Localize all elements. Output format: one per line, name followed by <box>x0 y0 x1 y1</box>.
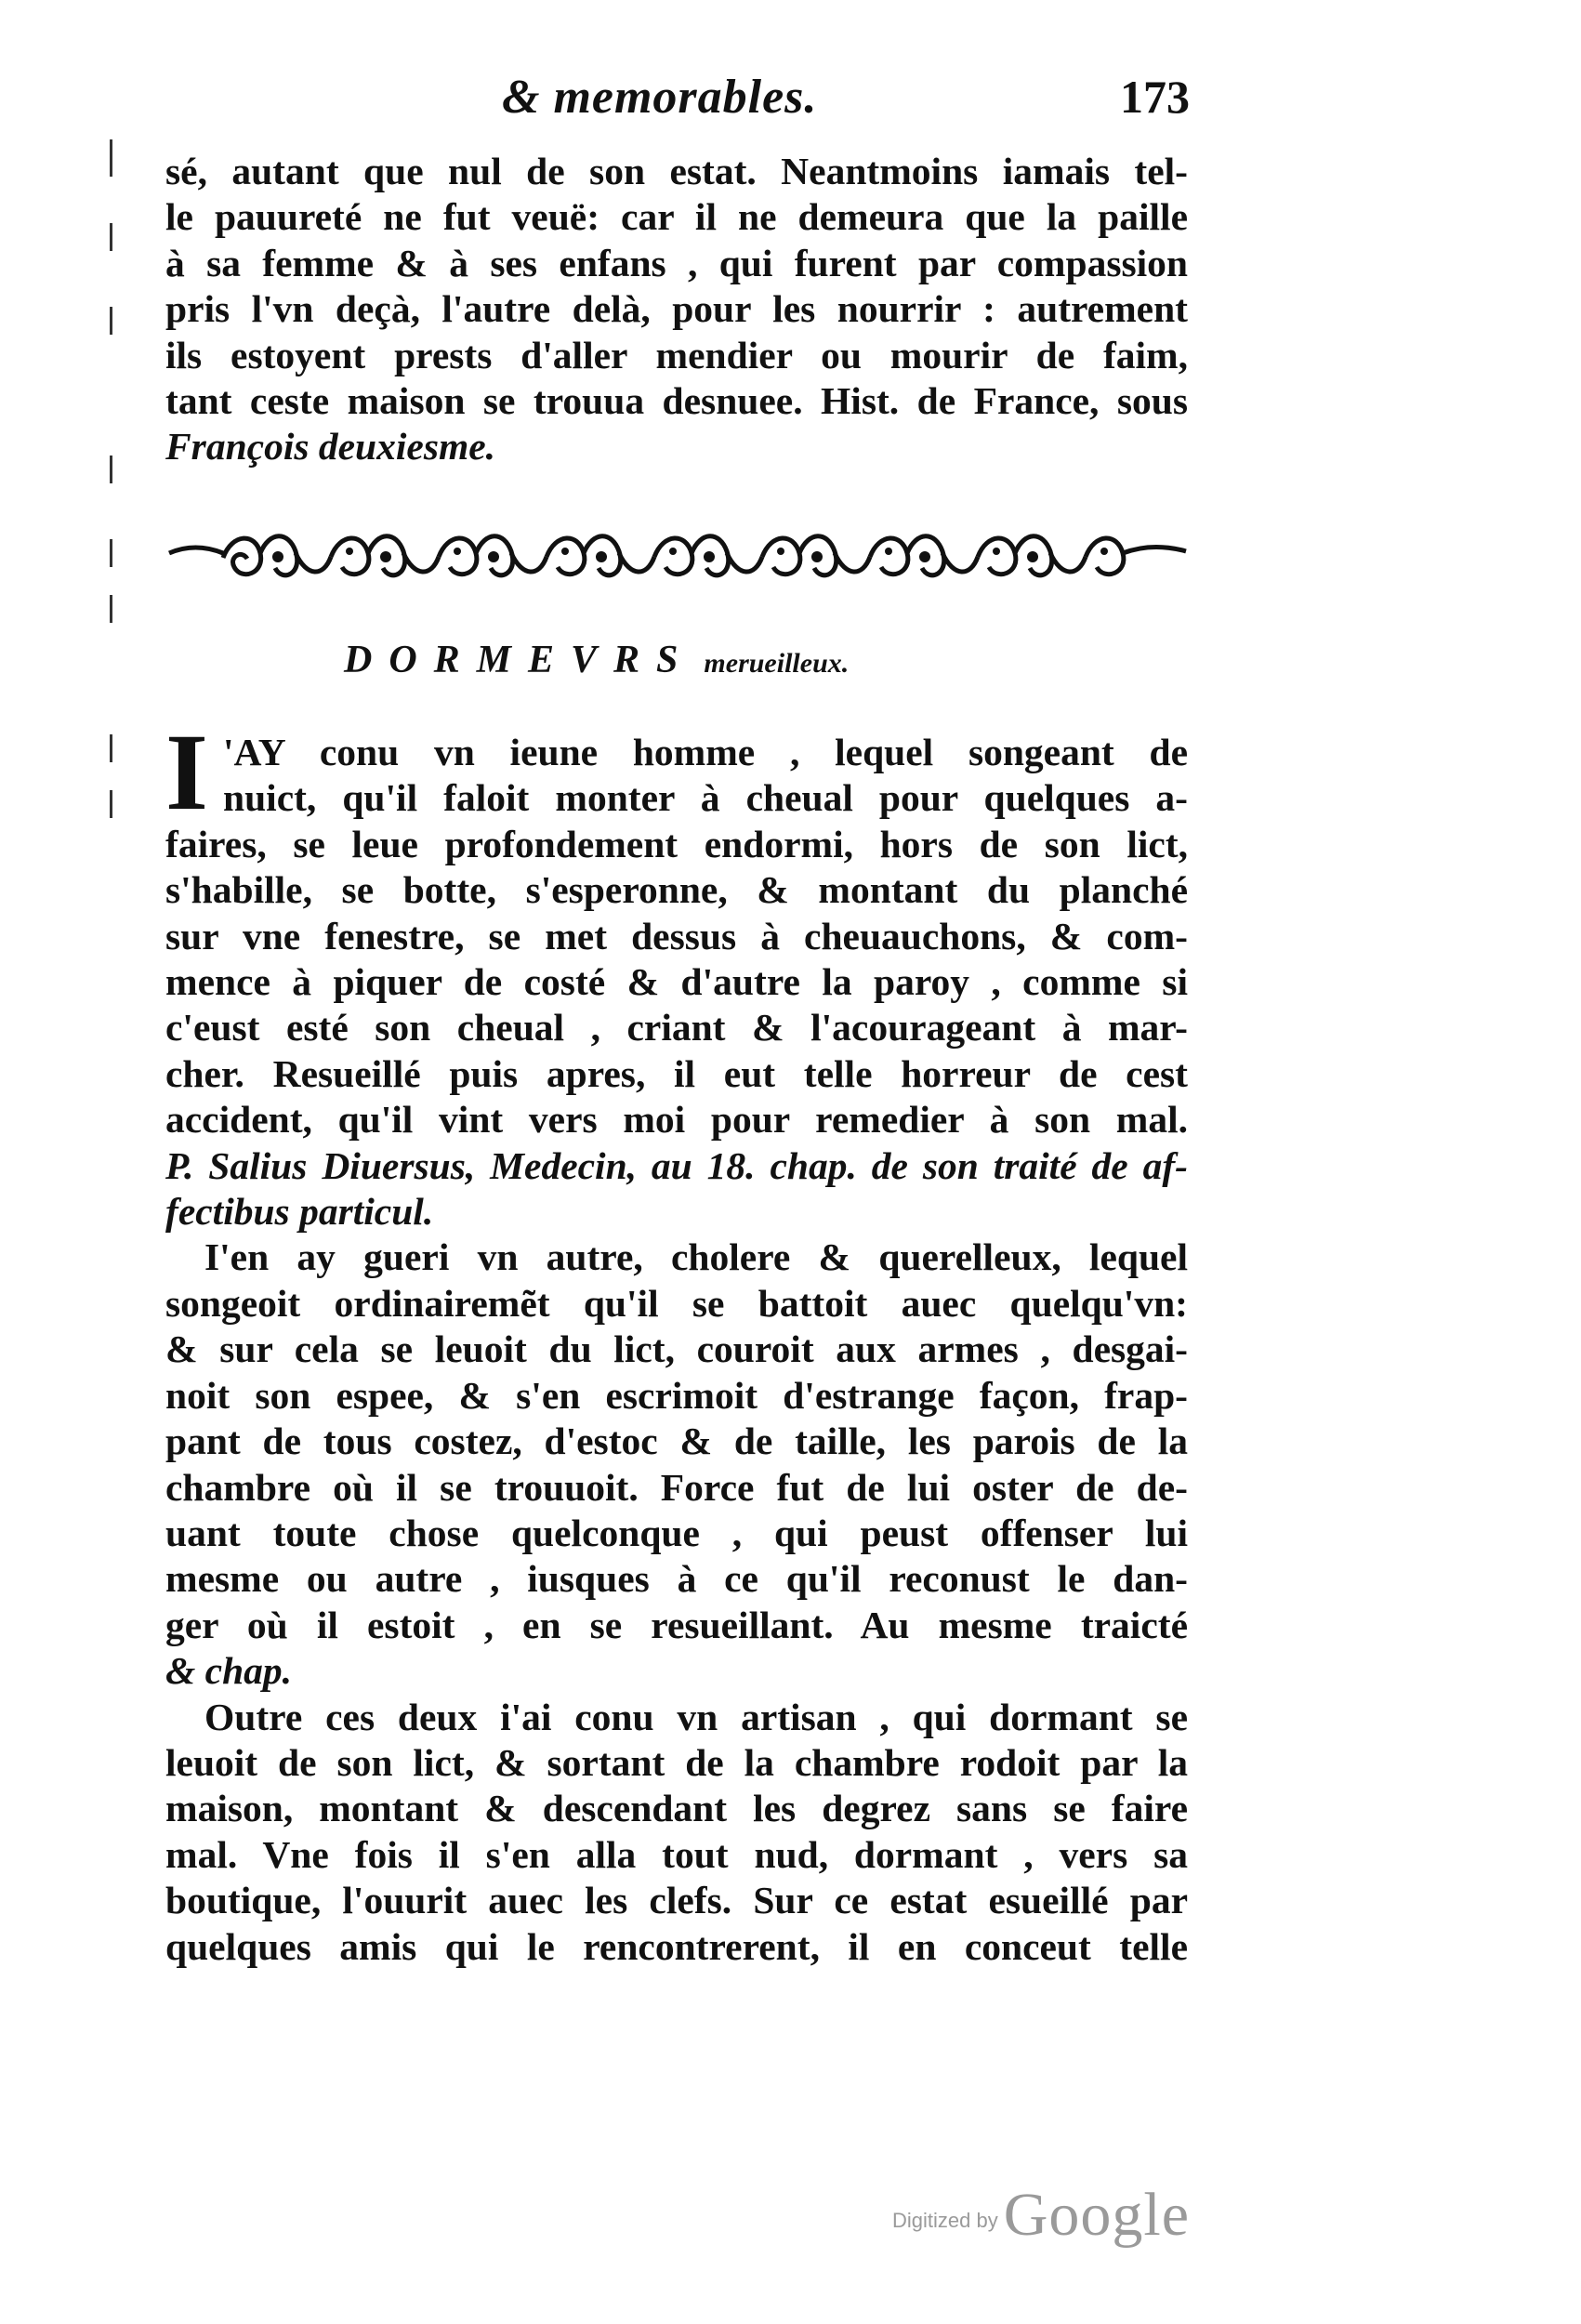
ornament-icon <box>167 525 1190 590</box>
text-line: pris l'vn deçà, l'autre delà, pour les nourrir : autrement <box>165 287 1188 331</box>
scan-margin-mark <box>110 595 112 623</box>
citation-line: & chap. <box>165 1649 293 1693</box>
ornament-band <box>167 525 1190 590</box>
running-head <box>465 70 1190 144</box>
text-line: tant ceste maison se trouua desnuee. Hist. de France, sous <box>165 379 1188 423</box>
text-line: quelques amis qui le rencontrerent, il en conceut telle <box>165 1924 1188 1968</box>
text-line: leuoit de son lict, & sortant de la chambre rodoit par la <box>165 1740 1188 1784</box>
text-line: mesme ou autre , iusques à ce qu'il reconust le dan- <box>165 1557 1188 1601</box>
page-number: 173 <box>1120 71 1190 123</box>
citation-line: fectibus particul. <box>165 1190 434 1234</box>
text-line: Outre ces deux i'ai conu vn artisan , qui dormant se <box>204 1695 1188 1738</box>
text-line: sur vne fenestre, se met dessus à cheuauchons, & com- <box>165 914 1188 957</box>
scan-margin-mark <box>110 790 112 818</box>
section-heading <box>344 638 1050 682</box>
text-line: nuict, qu'il faloit monter à cheual pour quelques a- <box>223 776 1188 820</box>
text-line: mal. Vne fois il s'en alla tout nud, dormant , vers sa <box>165 1832 1188 1876</box>
running-title: & memorables. <box>502 71 818 124</box>
text-line: chambre où il se trouuoit. Force fut de lui oster de de- <box>165 1465 1188 1509</box>
scan-margin-mark <box>110 307 112 335</box>
text-line: noit son espee, & s'en escrimoit d'estrange façon, frap- <box>165 1373 1188 1417</box>
body-text <box>165 730 1188 1970</box>
drop-cap: I <box>165 711 208 833</box>
text-line: c'eust esté son cheual , criant & l'acourageant à mar- <box>165 1006 1188 1050</box>
text-line: pant de tous costez, d'estoc & de taille, les parois de la <box>165 1419 1188 1463</box>
watermark-prefix: Digitized by <box>892 2209 998 2232</box>
continued-paragraph <box>165 149 1188 470</box>
digitized-watermark <box>892 2180 1190 2251</box>
scan-margin-mark <box>110 223 112 251</box>
text-line: uant toute chose quelconque , qui peust offenser lui <box>165 1511 1188 1554</box>
text-line: 'AY conu vn ieune homme , lequel songeant de <box>223 731 1188 773</box>
text-line: faires, se leue profondement endormi, hors de son lict, <box>165 822 1188 865</box>
scan-margin-mark <box>110 539 112 567</box>
heading-subtitle: merueilleux. <box>704 648 850 679</box>
text-line: ger où il estoit , en se resueillant. Au mesme traicté <box>165 1603 1188 1646</box>
heading-title: DORMEVRS <box>344 639 695 681</box>
text-line: maison, montant & descendant les degrez sans se faire <box>165 1787 1188 1830</box>
text-line: accident, qu'il vint vers moi pour remedier à son mal. <box>165 1098 1188 1142</box>
text-line: ils estoyent prests d'aller mendier ou mourir de faim, <box>165 333 1188 376</box>
text-line: & sur cela se leuoit du lict, couroit aux armes , desgai- <box>165 1327 1188 1371</box>
text-line: songeoit ordinairemẽt qu'il se battoit auec quelqu'vn: <box>165 1281 1188 1325</box>
text-line: mence à piquer de costé & d'autre la paroy , comme si <box>165 960 1188 1004</box>
text-line: cher. Resueillé puis apres, il eut telle horreur de cest <box>165 1051 1188 1095</box>
text-line: François deuxiesme. <box>165 425 496 469</box>
text-line: le pauureté ne fut veuë: car il ne demeura que la paille <box>165 195 1188 239</box>
text-line: s'habille, se botte, s'esperonne, & montant du planché <box>165 868 1188 912</box>
citation-line: P. Salius Diuersus, Medecin, au 18. chap. de son traité de af- <box>165 1143 1188 1187</box>
scan-margin-mark <box>110 734 112 762</box>
text-line: sé, autant que nul de son estat. Neantmoins iamais tel- <box>165 150 1188 192</box>
text-line: à sa femme & à ses enfans , qui furent par compassion <box>165 241 1188 284</box>
text-line: boutique, l'ouurit auec les clefs. Sur ce estat esueillé par <box>165 1879 1188 1922</box>
scan-margin-mark <box>110 456 112 483</box>
scan-margin-mark <box>110 139 112 177</box>
text-line: I'en ay gueri vn autre, cholere & querelleux, lequel <box>204 1235 1188 1279</box>
google-logo: Google <box>1003 2181 1191 2249</box>
